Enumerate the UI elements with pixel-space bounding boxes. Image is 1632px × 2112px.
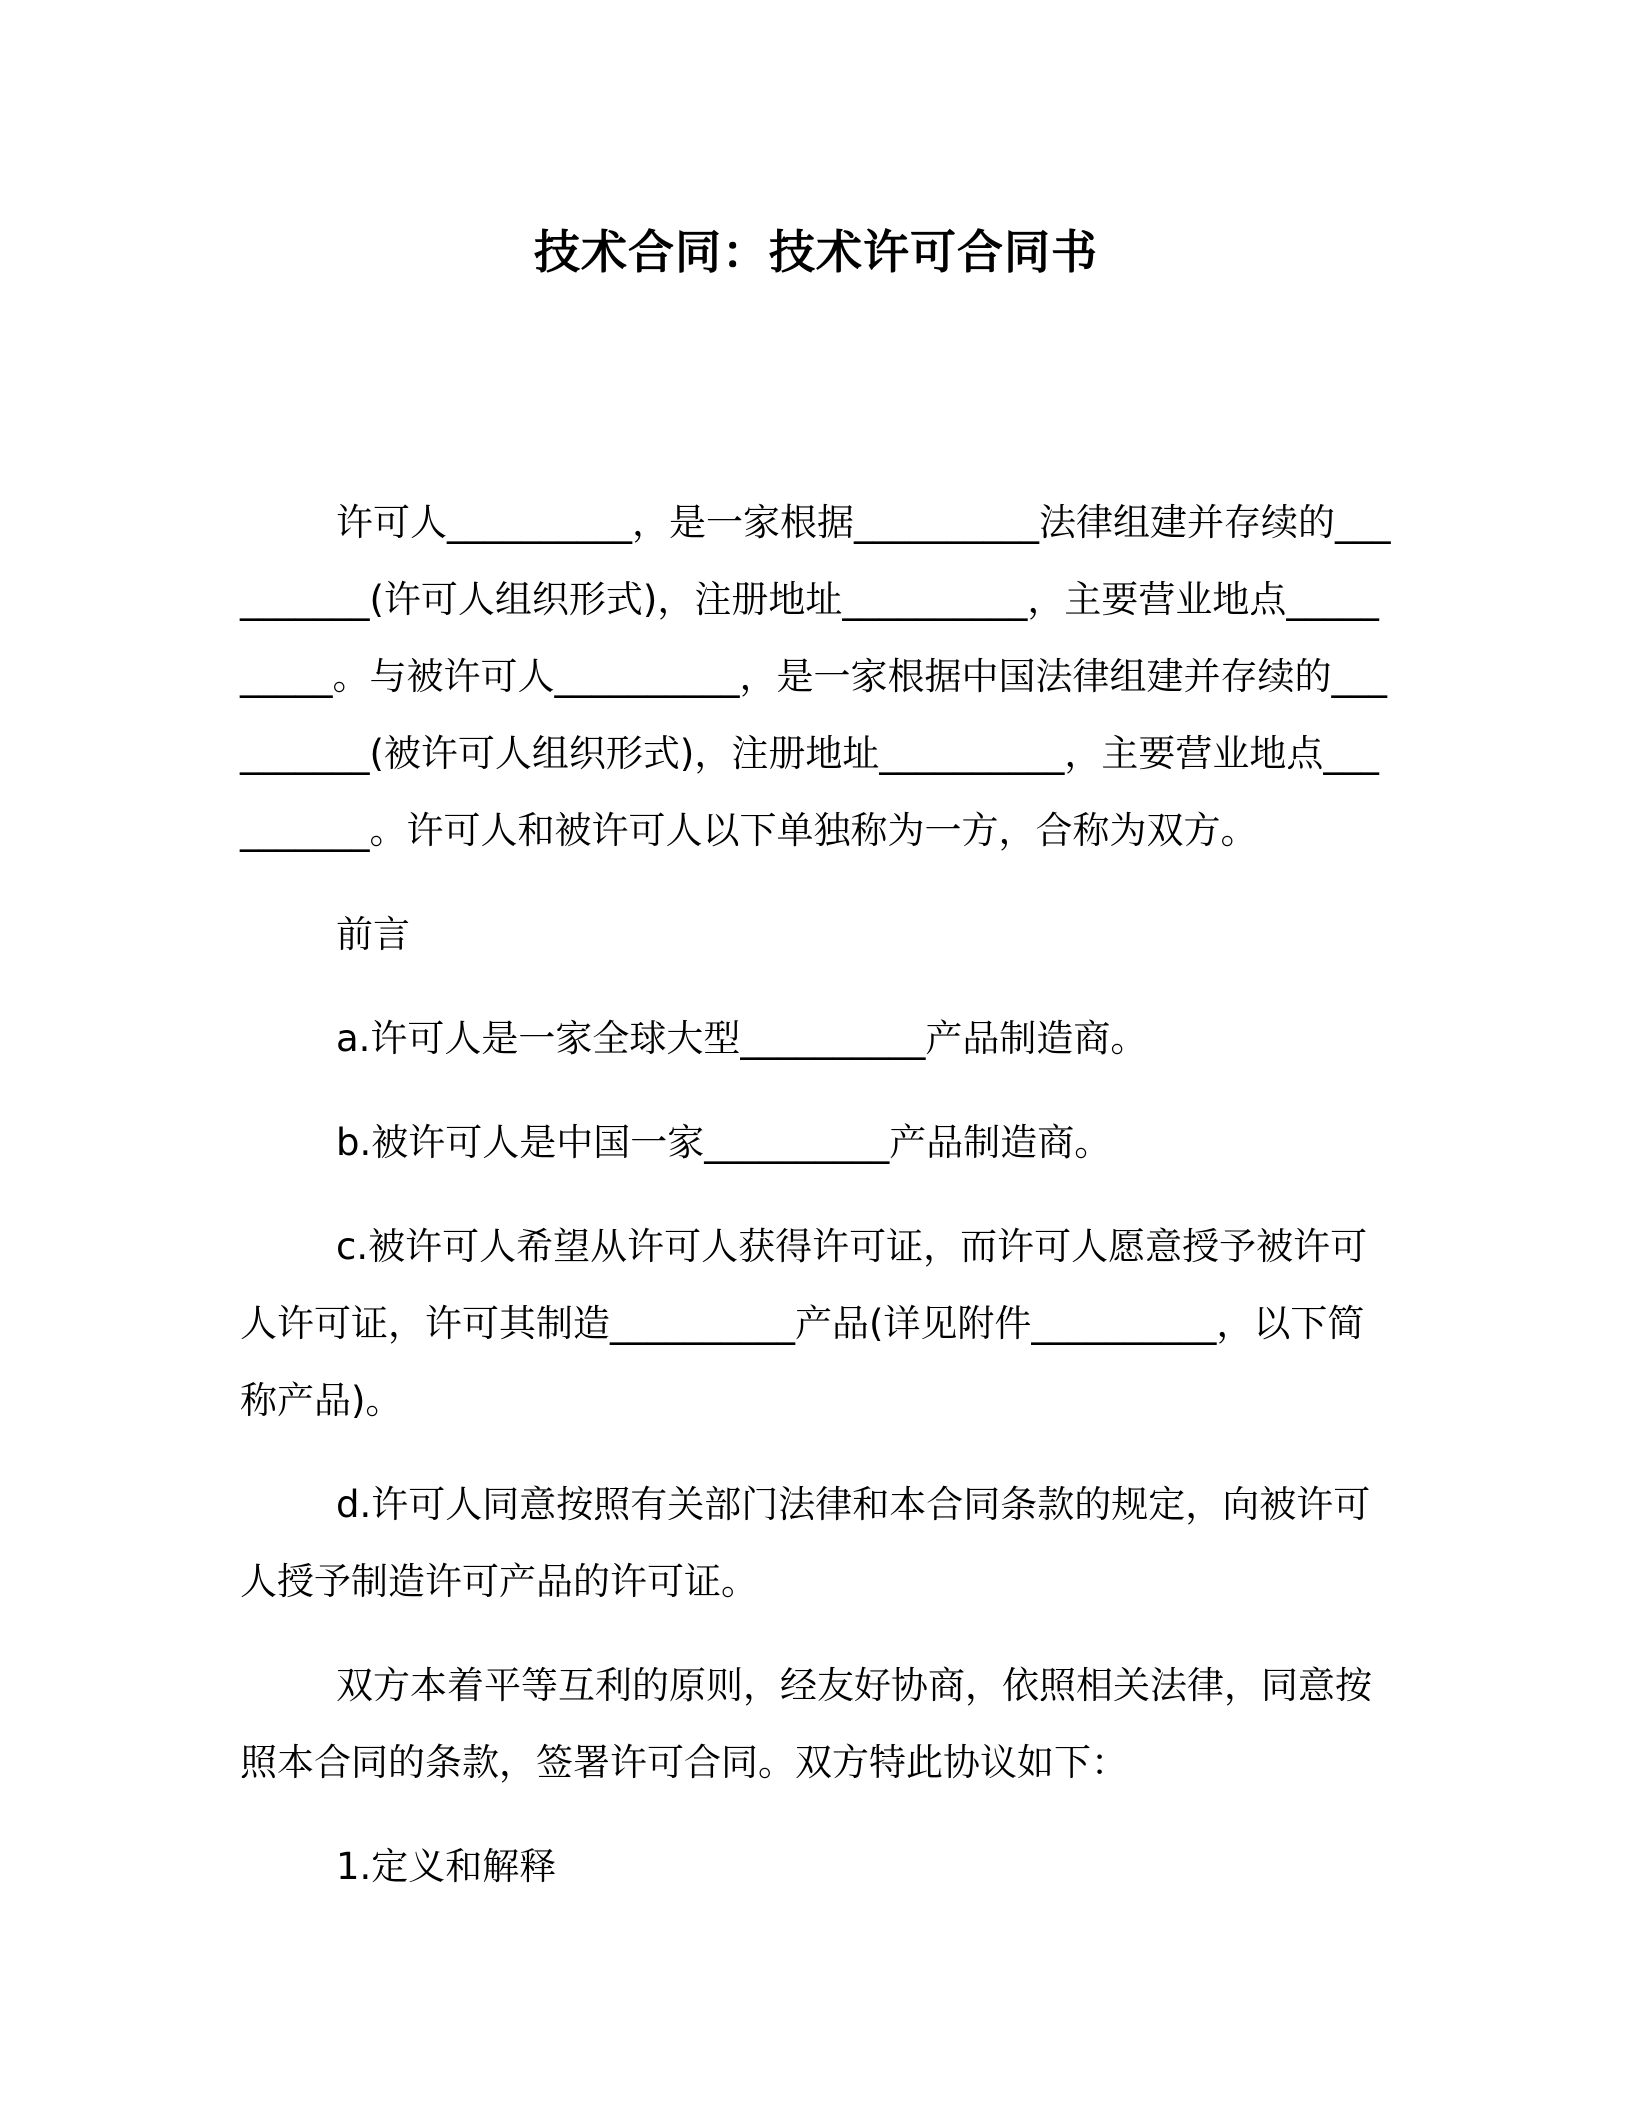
preamble-item-a: a.许可人是一家全球大型__________产品制造商。 — [336, 1017, 1148, 1060]
agreement-paragraph: 双方本着平等互利的原则，经友好协商，依照相关法律，同意按照本合同的条款，签署许可合同。双方特此协议如下： — [240, 1664, 1372, 1784]
preamble-item-c: c.被许可人希望从许可人获得许可证，而许可人愿意授予被许可人许可证，许可其制造__________产品(详见附件__________，以下简称产品)。 — [240, 1225, 1368, 1422]
document-body — [240, 484, 1392, 1932]
parties-paragraph: 许可人__________，是一家根据__________法律组建并存续的__________(许可人组织形式)，注册地址__________，主要营业地点__________。与被许可人__________，是一家根据中国法律组建并存续的__________(被许可人组织形式)，注册地址__________，主要营业地点__________。许可人和被许可人以下单独称为一方，合称为双方。 — [240, 501, 1391, 852]
preamble-item-b: b.被许可人是中国一家__________产品制造商。 — [336, 1121, 1112, 1164]
document-title: 技术合同：技术许可合同书 — [534, 225, 1098, 279]
preamble-item-d: d.许可人同意按照有关部门法律和本合同条款的规定，向被许可人授予制造许可产品的许可证。 — [240, 1483, 1371, 1603]
section-heading-definitions: 1.定义和解释 — [336, 1845, 557, 1888]
preamble-heading: 前言 — [336, 913, 410, 956]
